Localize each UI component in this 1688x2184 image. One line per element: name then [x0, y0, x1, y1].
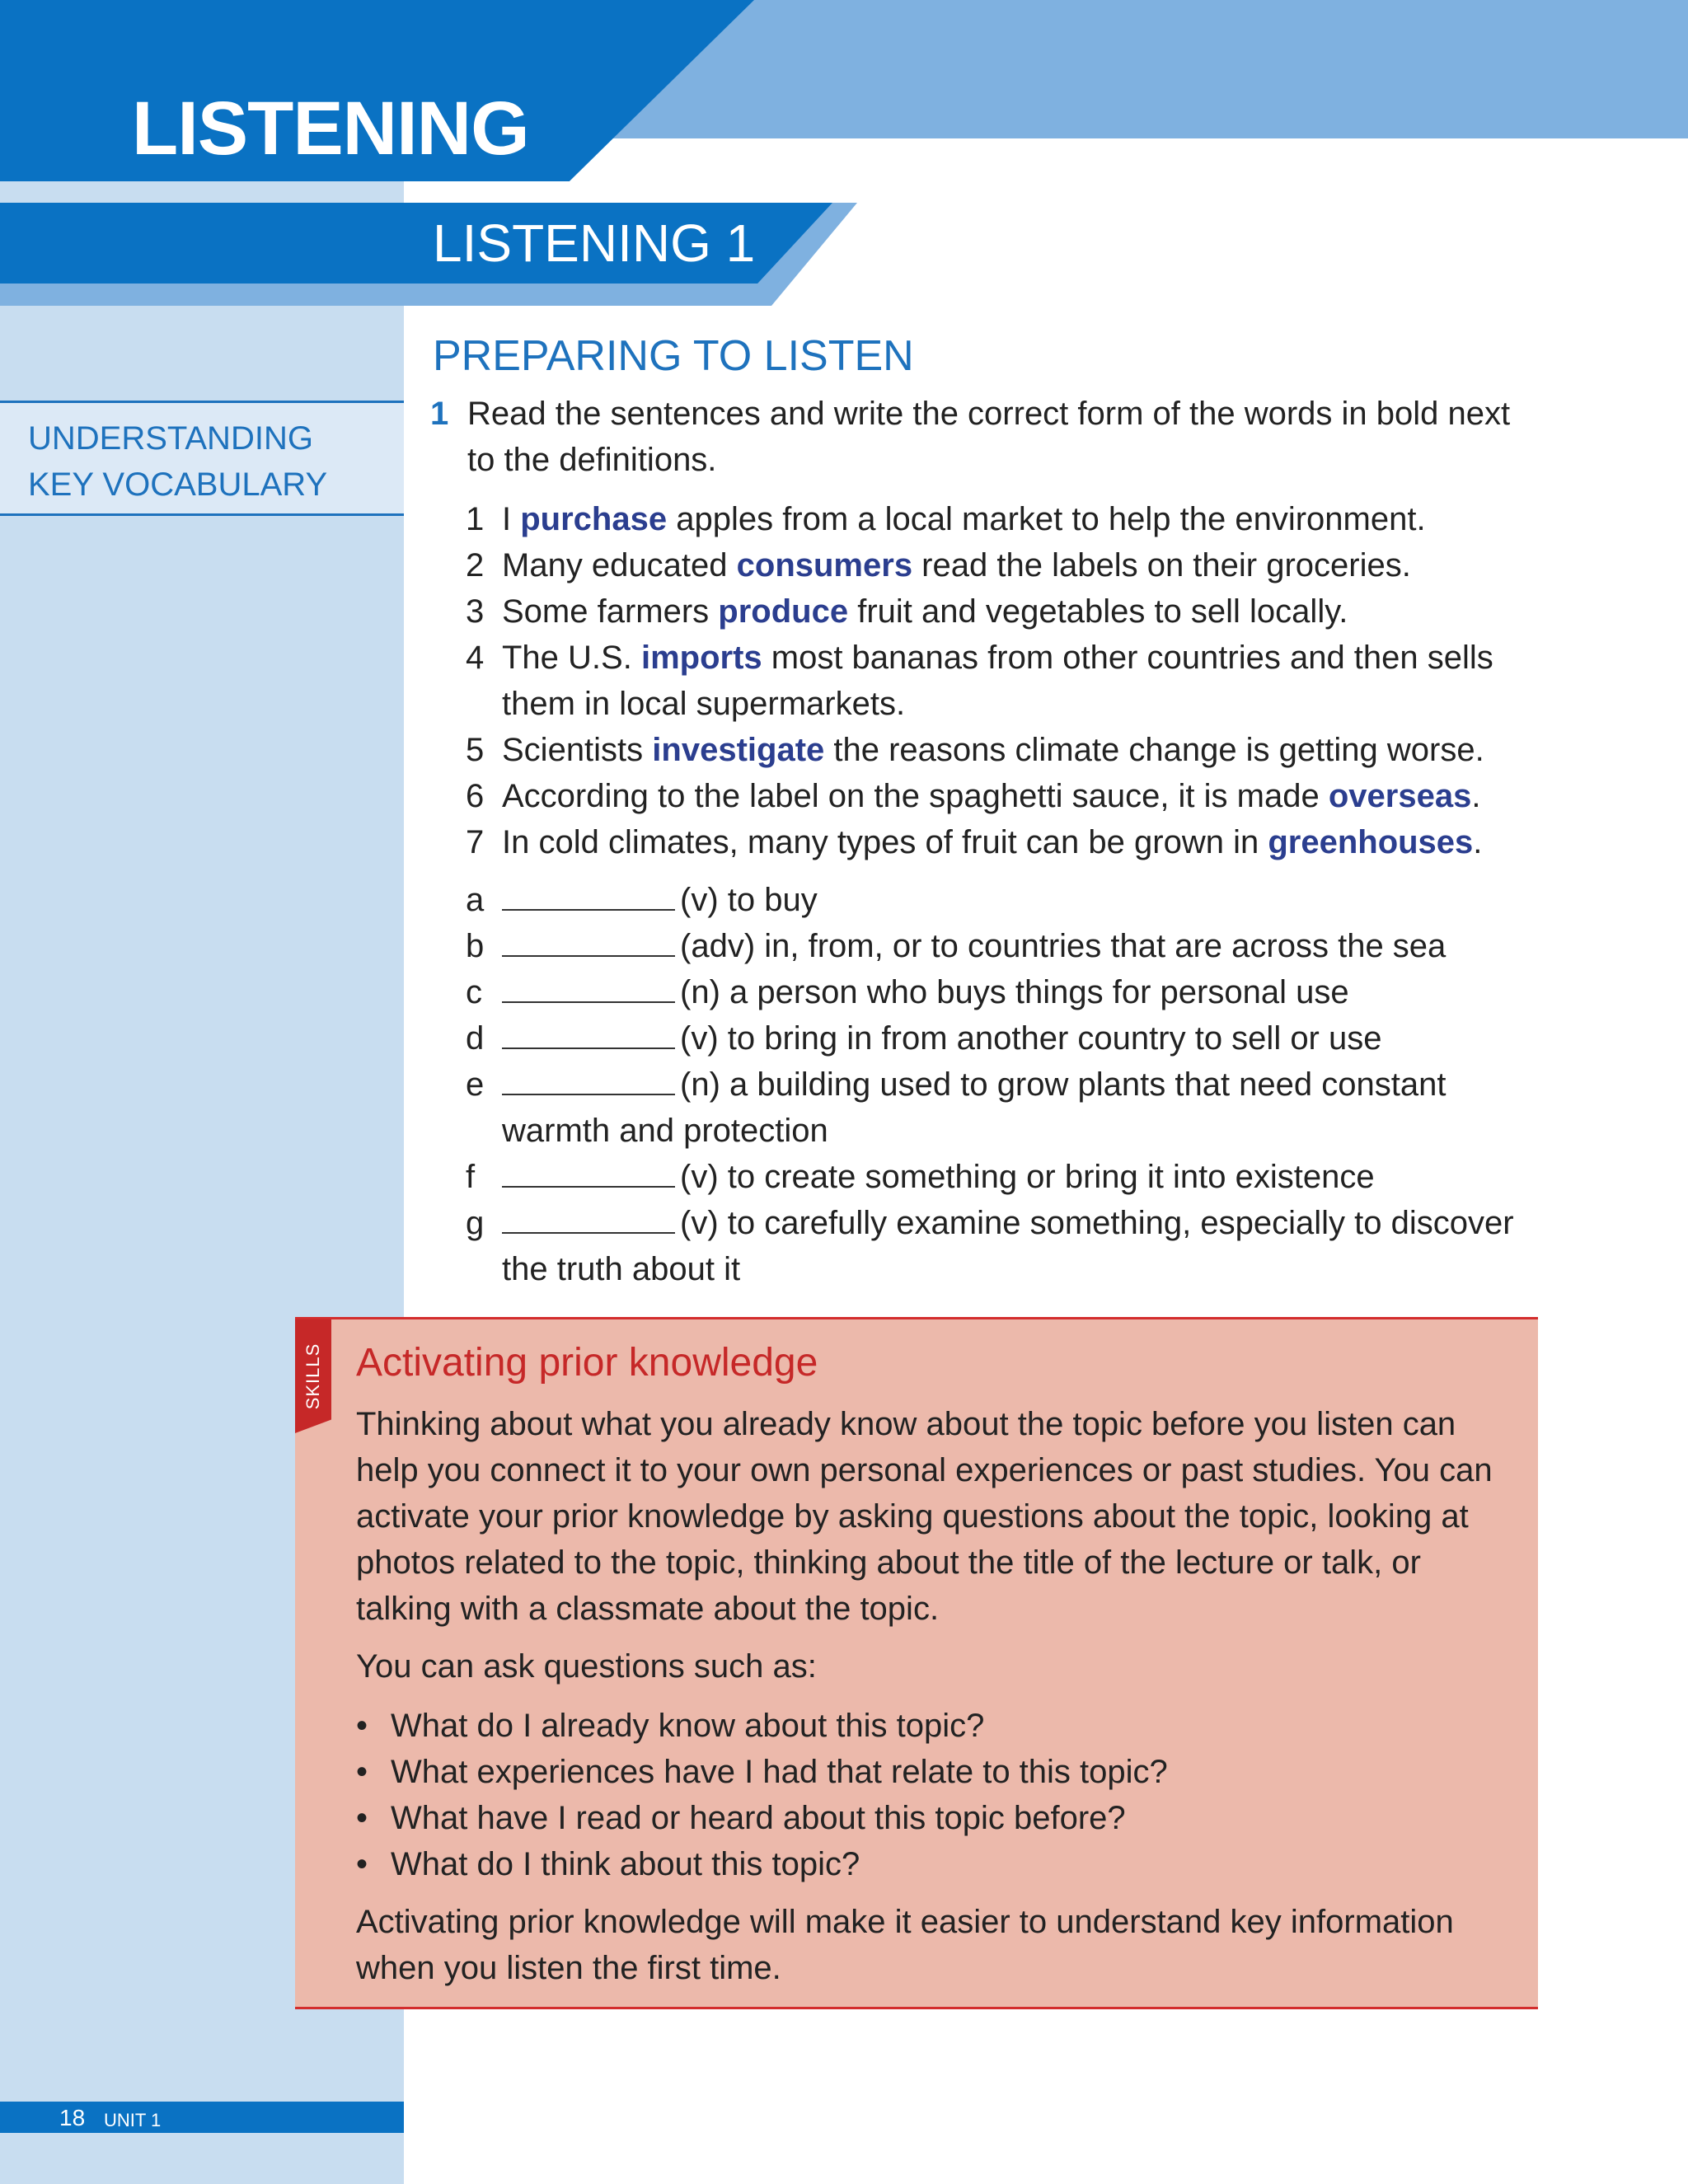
answer-blank[interactable]	[502, 1047, 675, 1049]
definition-continuation: the truth about it	[502, 1251, 741, 1287]
bullet-text: What do I already know about this topic?	[391, 1708, 985, 1744]
bullet-icon: •	[356, 1708, 368, 1744]
definition-text: (n) a person who buys things for personal use	[680, 974, 1349, 1010]
vocab-word: investigate	[652, 732, 825, 768]
sentence-text: fruit and vegetables to sell locally.	[848, 593, 1348, 630]
skills-bullet-list	[356, 1703, 1518, 1887]
sentence-number: 7	[466, 824, 485, 860]
skills-line: help you connect it to your own personal experiences or past studies. You can	[356, 1452, 1493, 1488]
definition-item	[466, 1200, 1562, 1292]
sentence-item	[466, 542, 1562, 588]
sentence-text: The U.S.	[502, 640, 641, 676]
skills-line: activate your prior knowledge by asking questions about the topic, looking at	[356, 1498, 1469, 1535]
sentence-number: 4	[466, 640, 485, 676]
skills-line: talking with a classmate about the topic.	[356, 1591, 940, 1627]
definition-text: (adv) in, from, or to countries that are across the sea	[680, 928, 1447, 964]
sentence-text: .	[1473, 824, 1483, 860]
vocab-word: consumers	[736, 547, 913, 583]
instruction-line2: to the definitions.	[467, 442, 717, 478]
bullet-icon: •	[356, 1754, 368, 1790]
definition-letter: a	[466, 882, 485, 918]
vocab-word: produce	[718, 593, 849, 630]
bullet-text: What experiences have I had that relate to this topic?	[391, 1754, 1168, 1790]
instruction-line1: Read the sentences and write the correct form of the words in bold next	[467, 396, 1511, 432]
answer-blank[interactable]	[502, 1185, 675, 1188]
sentence-text: In cold climates, many types of fruit can be grown in	[502, 824, 1268, 860]
vocab-word: greenhouses	[1268, 824, 1474, 860]
sentence-text: apples from a local market to help the environment.	[667, 501, 1426, 537]
page-number: 18	[59, 2105, 86, 2130]
sentence-text: the reasons climate change is getting worse.	[824, 732, 1484, 768]
definition-text: (v) to carefully examine something, especially to discover	[680, 1205, 1514, 1241]
answer-blank[interactable]	[502, 954, 675, 957]
sentence-number: 2	[466, 547, 485, 583]
sentence-number: 1	[466, 501, 485, 537]
definition-letter: b	[466, 928, 485, 964]
sidebar-skill-label-text	[28, 415, 327, 508]
sentence-item	[466, 496, 1562, 542]
definition-letter: d	[466, 1020, 485, 1057]
preparing-heading: PREPARING TO LISTEN	[433, 332, 914, 380]
instruction-number: 1	[430, 396, 449, 432]
sentence-text: According to the label on the spaghetti sauce, it is made	[502, 778, 1329, 814]
skills-bullet-item	[356, 1841, 1518, 1887]
skills-line: Thinking about what you already know about the topic before you listen can	[356, 1406, 1456, 1442]
definition-text: (v) to buy	[680, 882, 818, 918]
sentence-number: 3	[466, 593, 485, 630]
vocab-word: overseas	[1328, 778, 1472, 814]
sidebar-label-line1: UNDERSTANDING	[28, 420, 313, 457]
skills-conclusion	[356, 1899, 1518, 1991]
definition-letter: c	[466, 974, 482, 1010]
sentence-continuation: them in local supermarkets.	[502, 686, 906, 722]
skills-title: Activating prior knowledge	[356, 1341, 818, 1385]
answer-blank[interactable]	[502, 1001, 675, 1003]
sentence-item	[466, 819, 1562, 865]
sentence-list	[466, 496, 1562, 865]
vocab-word: purchase	[520, 501, 668, 537]
skills-tab-label: SKILLS	[302, 1343, 323, 1410]
sentence-text: read the labels on their groceries.	[912, 547, 1411, 583]
chapter-title: LISTENING	[132, 87, 529, 171]
sentence-text: Many educated	[502, 547, 737, 583]
definition-continuation: warmth and protection	[502, 1113, 828, 1149]
definition-letter: e	[466, 1066, 485, 1103]
answer-blank[interactable]	[502, 1093, 675, 1095]
definition-item	[466, 877, 1562, 923]
skills-line: Activating prior knowledge will make it easier to understand key information	[356, 1904, 1454, 1940]
definition-item	[466, 1062, 1562, 1154]
answer-blank[interactable]	[502, 1231, 675, 1234]
definition-item	[466, 969, 1562, 1015]
section-title: LISTENING 1	[433, 213, 756, 273]
skills-prompt: You can ask questions such as:	[356, 1648, 817, 1685]
definition-item	[466, 1154, 1562, 1200]
instruction	[467, 391, 1510, 483]
definition-item	[466, 923, 1562, 969]
definition-text: (v) to create something or bring it into existence	[680, 1159, 1375, 1195]
definition-letter: g	[466, 1205, 485, 1241]
sentence-item	[466, 588, 1562, 635]
sentence-text: Scientists	[502, 732, 653, 768]
sentence-item	[466, 635, 1562, 727]
sentence-text: most bananas from other countries and then sells	[762, 640, 1493, 676]
sentence-text: I	[502, 501, 521, 537]
definition-item	[466, 1015, 1562, 1062]
unit-label: UNIT 1	[104, 2110, 162, 2130]
sidebar-label-line2: KEY VOCABULARY	[28, 466, 328, 503]
sentence-number: 5	[466, 732, 485, 768]
skills-line: when you listen the first time.	[356, 1950, 781, 1986]
definition-letter: f	[466, 1159, 476, 1195]
skills-bullet-item	[356, 1703, 1518, 1749]
sentence-item	[466, 727, 1562, 773]
bullet-icon: •	[356, 1846, 368, 1882]
answer-blank[interactable]	[502, 908, 675, 911]
sentence-number: 6	[466, 778, 485, 814]
bullet-text: What do I think about this topic?	[391, 1846, 860, 1882]
sentence-item	[466, 773, 1562, 819]
definition-text: (v) to bring in from another country to sell or use	[680, 1020, 1382, 1057]
skills-paragraph	[356, 1401, 1518, 1632]
skills-line: photos related to the topic, thinking about the title of the lecture or talk, or	[356, 1544, 1421, 1581]
skills-bullet-item	[356, 1795, 1518, 1841]
bullet-text: What have I read or heard about this topic before?	[391, 1800, 1126, 1836]
vocab-word: imports	[640, 640, 762, 676]
definition-text: (n) a building used to grow plants that need constant	[680, 1066, 1447, 1103]
skills-body	[356, 1401, 1518, 1991]
skills-bullet-item	[356, 1749, 1518, 1795]
sentence-text: .	[1471, 778, 1481, 814]
sentence-text: Some farmers	[502, 593, 719, 630]
definition-list	[466, 877, 1562, 1292]
bullet-icon: •	[356, 1800, 368, 1836]
